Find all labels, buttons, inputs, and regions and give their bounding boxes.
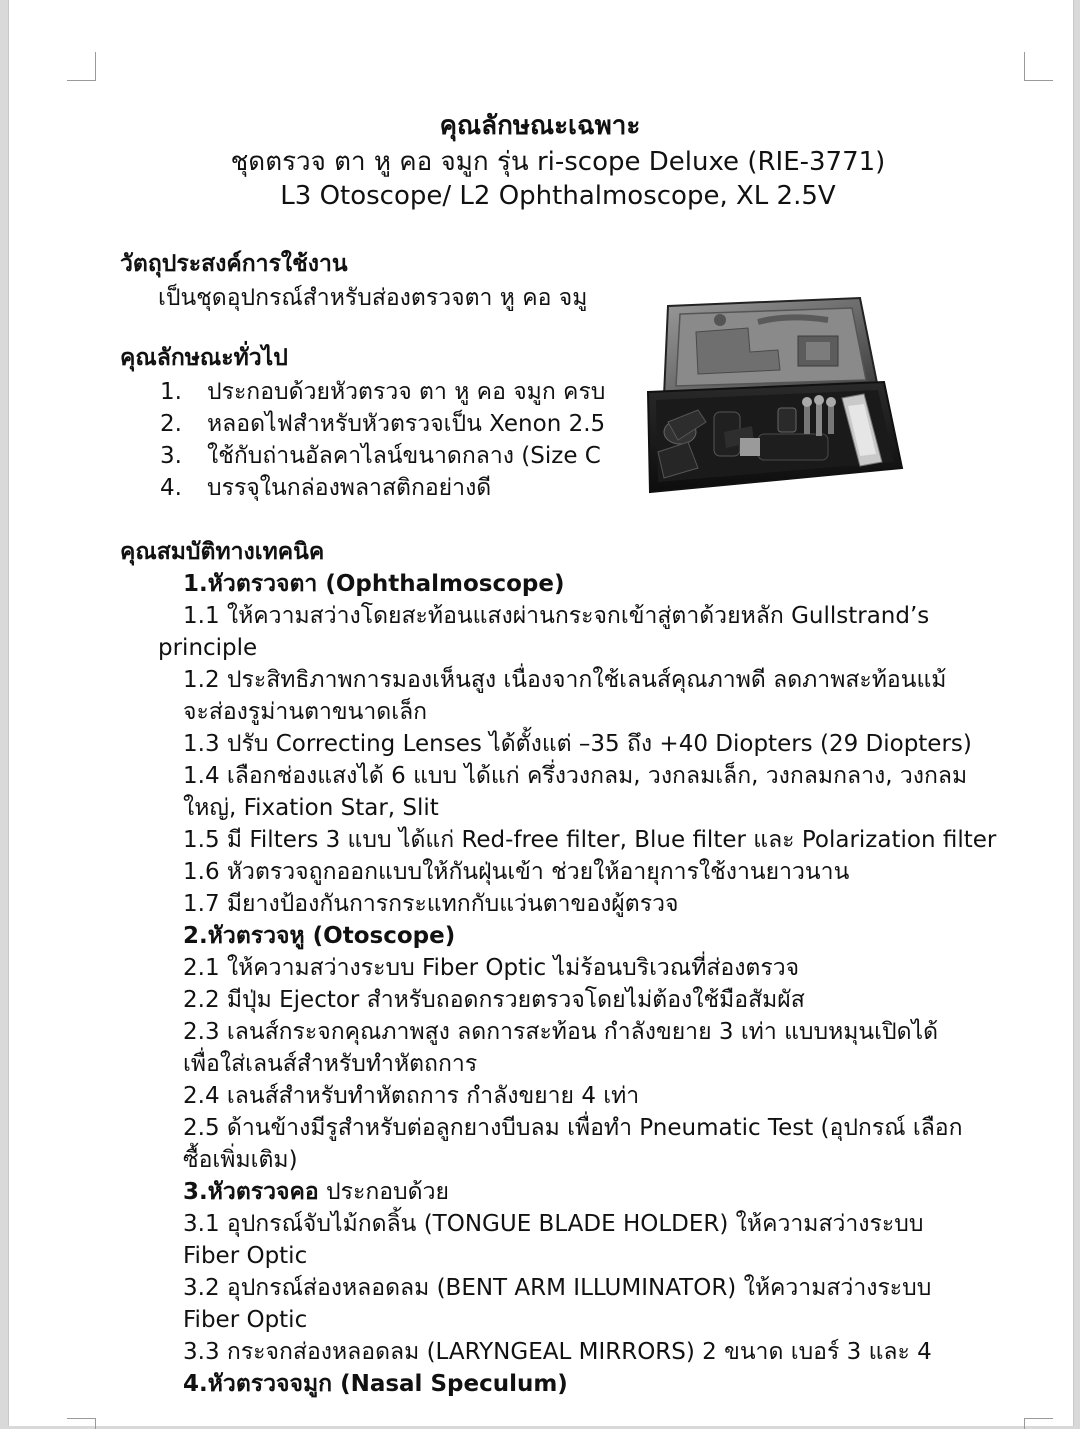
general-item-2-text: หลอดไฟสำหรับหัวตรวจเป็น Xenon 2.5 xyxy=(207,411,606,437)
s3-line-2: Fiber Optic xyxy=(183,1243,308,1269)
general-item-4-text: บรรจุในกล่องพลาสติกอย่างดี xyxy=(207,475,492,501)
purpose-text: เป็นชุดอุปกรณ์สำหรับส่องตรวจตา หู คอ จมู xyxy=(158,285,588,311)
s4-title: 4.หัวตรวจจมูก (Nasal Speculum) xyxy=(183,1371,568,1397)
s2-line-3: 2.3 เลนส์กระจกคุณภาพสูง ลดการสะท้อน กำลังขยาย 3 เท่า แบบหมุนเปิดได้ xyxy=(183,1019,939,1045)
s3-line-3: 3.2 อุปกรณ์ส่องหลอดลม (BENT ARM ILLUMINATOR) ให้ความสว่างระบบ xyxy=(183,1275,932,1301)
s3-line-1: 3.1 อุปกรณ์จับไม้กดลิ้น (TONGUE BLADE HOLDER) ให้ความสว่างระบบ xyxy=(183,1211,924,1237)
s1-line-6: 1.4 เลือกช่องแสงได้ 6 แบบ ได้แก่ ครึ่งวงกลม, วงกลมเล็ก, วงกลมกลาง, วงกลม xyxy=(183,763,968,789)
s1-line-5: 1.3 ปรับ Correcting Lenses ได้ตั้งแต่ –35 ถึง +40 Diopters (29 Diopters) xyxy=(183,731,972,757)
s2-line-6: 2.5 ด้านข้างมีรูสำหรับต่อลูกยางบีบลม เพื่อทำ Pneumatic Test (อุปกรณ์ เลือก xyxy=(183,1115,963,1141)
s2-line-7: ซื้อเพิ่มเติม) xyxy=(183,1147,298,1173)
margin-mark-top-left xyxy=(67,52,96,81)
general-item-2-num: 2. xyxy=(160,411,182,437)
general-item-1-text: ประกอบด้วยหัวตรวจ ตา หู คอ จมูก ครบ xyxy=(207,379,606,405)
s1-line-10: 1.7 มียางป้องกันการกระแทกกับแว่นตาของผู้ตรวจ xyxy=(183,891,679,917)
s1-line-3: 1.2 ประสิทธิภาพการมองเห็นสูง เนื่องจากใช้เลนส์คุณภาพดี ลดภาพสะท้อนแม้ xyxy=(183,667,947,693)
doc-subtitle-model: ชุดตรวจ ตา หู คอ จมูก รุ่น ri-scope Deluxe (RIE-3771) xyxy=(230,147,886,177)
purpose-clip xyxy=(0,280,622,320)
margin-mark-bottom-right xyxy=(1024,1418,1053,1429)
general-item-3-num: 3. xyxy=(160,443,182,469)
doc-subtitle-components: L3 Otoscope/ L2 Ophthalmoscope, XL 2.5V xyxy=(280,181,836,211)
s3-title-rest: ประกอบด้วย xyxy=(318,1179,449,1205)
s3-line-4: Fiber Optic xyxy=(183,1307,308,1333)
s2-line-1: 2.1 ให้ความสว่างระบบ Fiber Optic ไม่ร้อนบริเวณที่ส่องตรวจ xyxy=(183,955,800,981)
s3-line-5: 3.3 กระจกส่องหลอดลม (LARYNGEAL MIRRORS) 2 ขนาด เบอร์ 3 และ 4 xyxy=(183,1339,932,1365)
s1-title: 1.หัวตรวจตา (Ophthalmoscope) xyxy=(183,571,565,597)
s3-title xyxy=(183,1176,449,1208)
s2-line-4: เพื่อใส่เลนส์สำหรับทำหัตถการ xyxy=(183,1051,478,1077)
margin-mark-bottom-left xyxy=(67,1418,96,1429)
purpose-heading: วัตถุประสงค์การใช้งาน xyxy=(120,251,348,277)
s1-line-7: ใหญ่, Fixation Star, Slit xyxy=(183,795,439,821)
s1-line-8: 1.5 มี Filters 3 แบบ ได้แก่ Red-free filter, Blue filter และ Polarization filter xyxy=(183,827,997,853)
general-item-3-text: ใช้กับถ่านอัลคาไลน์ขนาดกลาง (Size C xyxy=(207,443,601,469)
general-item-4-num: 4. xyxy=(160,475,182,501)
s3-title-bold: 3.หัวตรวจคอ xyxy=(183,1179,319,1205)
s1-line-1: 1.1 ให้ความสว่างโดยสะท้อนแสงผ่านกระจกเข้าสู่ตาด้วยหลัก Gullstrand’s xyxy=(183,603,930,629)
s1-line-2: principle xyxy=(158,635,258,661)
s2-line-5: 2.4 เลนส์สำหรับทำหัตถการ กำลังขยาย 4 เท่า xyxy=(183,1083,640,1109)
margin-mark-top-right xyxy=(1024,52,1053,81)
tech-heading: คุณสมบัติทางเทคนิค xyxy=(120,539,325,565)
doc-title: คุณลักษณะเฉพาะ xyxy=(439,111,641,141)
s2-line-2: 2.2 มีปุ่ม Ejector สำหรับถอดกรวยตรวจโดยไม่ต้องใช้มือสัมผัส xyxy=(183,987,805,1013)
general-list xyxy=(0,370,627,510)
general-heading: คุณลักษณะทั่วไป xyxy=(120,345,288,371)
diagnostic-kit-case-photo xyxy=(628,292,906,498)
s1-line-4: จะส่องรูม่านตาขนาดเล็ก xyxy=(183,699,428,725)
s2-title: 2.หัวตรวจหู (Otoscope) xyxy=(183,923,456,949)
s1-line-9: 1.6 หัวตรวจถูกออกแบบให้กันฝุ่นเข้า ช่วยให้อายุการใช้งานยาวนาน xyxy=(183,859,850,885)
general-item-1-num: 1. xyxy=(160,379,182,405)
